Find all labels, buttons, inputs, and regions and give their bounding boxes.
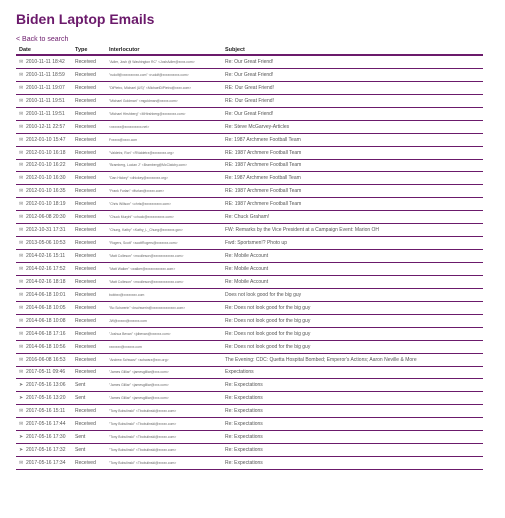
date-text: 2010-12-11 22:57 [26, 123, 66, 130]
envelope-icon: ✉ [19, 253, 24, 260]
subject-cell[interactable]: The Evening: CDC: Quetta Hospital Bombed; Emperor's Actions; Aaron Neville & More [222, 353, 483, 366]
type-cell: Received [72, 340, 106, 353]
interlocutor-cell: <xxxxxx@xxxxxxxxxx.net> [106, 120, 222, 133]
table-row[interactable] [16, 198, 483, 211]
interlocutor-cell: Fxxxxx@xxxx.com [106, 133, 222, 146]
date-cell[interactable] [16, 431, 72, 444]
subject-cell[interactable]: Fwd: Sportsmen!? Photo up [222, 237, 483, 250]
envelope-icon: ✉ [19, 201, 24, 208]
date-text: 2012-01-10 16:30 [26, 175, 66, 182]
envelope-icon: ✉ [19, 97, 24, 104]
date-cell[interactable] [16, 405, 72, 418]
table-row[interactable] [16, 288, 483, 301]
interlocutor-cell: "Chuck Murphi" <chuck@xxxxxxxxxx.com> [106, 211, 222, 224]
type-cell: Received [72, 288, 106, 301]
type-cell: Received [72, 237, 106, 250]
date-text: 2012-01-10 16:22 [26, 162, 66, 169]
date-text: 2017-05-16 17:34 [26, 460, 66, 467]
interlocutor-cell: "DiPietro, Michael (US)" <MichaelDiPietro@xxxx.com> [106, 81, 222, 94]
envelope-icon: ✉ [19, 240, 24, 247]
date-cell[interactable] [16, 133, 72, 146]
date-text: 2012-06-08 20:30 [26, 214, 66, 221]
envelope-icon: ✉ [19, 460, 24, 467]
interlocutor-cell: "Michael Goldman" <mgoldman@xxxxx.com> [106, 94, 222, 107]
interlocutor-cell: "James Gilliar" <jamesgilliar@xxx.com> [106, 366, 222, 379]
envelope-icon: ✉ [19, 214, 24, 221]
date-text: 2010-11-11 19:51 [26, 110, 65, 117]
subject-cell[interactable]: Re: Mobile Account [222, 250, 483, 263]
table-row[interactable] [16, 159, 483, 172]
interlocutor-cell: "Matt Colleson" <mcolleson@xxxxxxxxxxxx.com> [106, 250, 222, 263]
paper-plane-icon: ➤ [19, 382, 24, 389]
type-cell: Received [72, 68, 106, 81]
type-cell: Received [72, 301, 106, 314]
envelope-icon: ✉ [19, 58, 24, 65]
date-cell[interactable] [16, 314, 72, 327]
table-row[interactable] [16, 418, 483, 431]
interlocutor-cell: "Dan Hickey" <dhickey@xxxxxxxx.org> [106, 172, 222, 185]
column-header-subject: Subject [222, 45, 483, 55]
table-row[interactable] [16, 392, 483, 405]
column-header-interlocutor: Interlocutor [106, 45, 222, 55]
interlocutor-cell: "Tony Bobulinski" <Tbobulinski@xxxxx.com> [106, 405, 222, 418]
date-cell[interactable] [16, 224, 72, 237]
interlocutor-cell: "Joshua Bevan" <jdbevan@xxxxxx.com> [106, 327, 222, 340]
table-row[interactable] [16, 68, 483, 81]
table-row[interactable] [16, 353, 483, 366]
subject-cell[interactable]: Does not look good for the big guy [222, 288, 483, 301]
envelope-icon: ✉ [19, 123, 24, 130]
date-cell[interactable] [16, 211, 72, 224]
date-cell[interactable] [16, 172, 72, 185]
table-row[interactable] [16, 405, 483, 418]
subject-cell[interactable]: Re: Expectations [222, 418, 483, 431]
envelope-icon: ✉ [19, 175, 24, 182]
envelope-icon: ✉ [19, 162, 24, 169]
table-row[interactable] [16, 340, 483, 353]
date-text: 2017-05-16 13:20 [26, 395, 66, 402]
date-text: 2014-02-16 17:52 [26, 265, 66, 272]
date-text: 2017-05-16 17:32 [26, 447, 66, 454]
interlocutor-cell: "James Gilliar" <jamesgilliar@xxx.com> [106, 392, 222, 405]
subject-cell[interactable]: Re: Expectations [222, 405, 483, 418]
type-cell: Received [72, 457, 106, 470]
interlocutor-cell: "Chung, Kathy" <Kathy_L_Chung@xxxxxxx.gov> [106, 224, 222, 237]
date-cell[interactable] [16, 198, 72, 211]
table-row[interactable] [16, 94, 483, 107]
table-row[interactable] [16, 237, 483, 250]
interlocutor-cell: "Chris Willson" <chris@xxxxxxxxxx.com> [106, 198, 222, 211]
date-text: 2017-05-16 17:30 [26, 434, 66, 441]
date-cell[interactable] [16, 392, 72, 405]
interlocutor-cell: JW@xxxxx@xxxxxx.com [106, 314, 222, 327]
type-cell: Received [72, 418, 106, 431]
subject-cell[interactable]: FW: Remarks by the Vice President at a Campaign Event: Marion OH [222, 224, 483, 237]
subject-cell[interactable]: Expectations [222, 366, 483, 379]
date-cell[interactable] [16, 379, 72, 392]
date-cell[interactable] [16, 457, 72, 470]
subject-cell[interactable]: RE: 1987 Archmere Football Team [222, 198, 483, 211]
table-row[interactable] [16, 81, 483, 94]
envelope-icon: ✉ [19, 369, 24, 376]
date-cell[interactable] [16, 444, 72, 457]
envelope-icon: ✉ [19, 356, 24, 363]
type-cell: Received [72, 353, 106, 366]
date-text: 2017-05-16 13:06 [26, 382, 66, 389]
subject-cell[interactable]: Re: Our Great Friend! [222, 68, 483, 81]
date-cell[interactable] [16, 353, 72, 366]
subject-cell[interactable]: Re: Expectations [222, 444, 483, 457]
subject-cell[interactable]: RE: 1987 Archmere Football Team [222, 159, 483, 172]
subject-cell[interactable]: RE: Our Great Friend! [222, 94, 483, 107]
date-cell[interactable] [16, 288, 72, 301]
interlocutor-cell: "Valdetrz, Ron" <RValdetrz@xxxxxxxx.org> [106, 146, 222, 159]
subject-cell[interactable]: Re: Expectations [222, 379, 483, 392]
date-cell[interactable] [16, 301, 72, 314]
subject-cell[interactable]: Re: Mobile Account [222, 263, 483, 276]
subject-cell[interactable]: Re: 1987 Archmere Football Team [222, 133, 483, 146]
interlocutor-cell: "Tony Bobulinski" <Tbobulinski@xxxxx.com> [106, 457, 222, 470]
date-text: 2014-02-16 15:11 [26, 253, 66, 260]
page-title: Biden Laptop Emails [16, 11, 155, 27]
type-cell: Received [72, 133, 106, 146]
date-cell[interactable] [16, 120, 72, 133]
paper-plane-icon: ➤ [19, 447, 24, 454]
subject-cell[interactable]: Re: Chuck Graham! [222, 211, 483, 224]
envelope-icon: ✉ [19, 71, 24, 78]
date-text: 2012-01-10 16:35 [26, 188, 66, 195]
type-cell: Received [72, 146, 106, 159]
table-row[interactable] [16, 314, 483, 327]
date-text: 2012-01-10 15:47 [26, 136, 66, 143]
date-text: 2014-06-18 10:05 [26, 304, 66, 311]
table-row[interactable] [16, 185, 483, 198]
interlocutor-cell: "Adler, Josh @ Washington RC" <JoshAdler@xxxx.com> [106, 55, 222, 68]
date-cell[interactable] [16, 107, 72, 120]
date-cell[interactable] [16, 250, 72, 263]
type-cell: Received [72, 250, 106, 263]
table-row[interactable] [16, 146, 483, 159]
type-cell: Received [72, 172, 106, 185]
envelope-icon: ✉ [19, 421, 24, 428]
envelope-icon: ✉ [19, 265, 24, 272]
envelope-icon: ✉ [19, 408, 24, 415]
subject-cell[interactable]: Re: Does not look good for the big guy [222, 327, 483, 340]
type-cell: Received [72, 159, 106, 172]
date-cell[interactable] [16, 81, 72, 94]
date-text: 2014-06-18 10:08 [26, 317, 66, 324]
date-text: 2013-05-06 10:53 [26, 240, 66, 247]
envelope-icon: ✉ [19, 304, 24, 311]
interlocutor-cell: "Bramberg, Lucian J" <Bramberg@McClatchy.com> [106, 159, 222, 172]
interlocutor-cell: "Tony Bobulinski" <Tbobulinski@xxxxx.com> [106, 418, 222, 431]
envelope-icon: ✉ [19, 317, 24, 324]
type-cell: Received [72, 55, 106, 68]
type-cell: Received [72, 405, 106, 418]
type-cell: Received [72, 314, 106, 327]
date-text: 2010-11-11 19:07 [26, 84, 65, 91]
interlocutor-cell: "Rogers, Scott" <scottRogers@xxxxxxx.com> [106, 237, 222, 250]
date-cell[interactable] [16, 146, 72, 159]
date-cell[interactable] [16, 68, 72, 81]
table-row[interactable] [16, 224, 483, 237]
subject-cell[interactable]: Re: Our Great Friend! [222, 55, 483, 68]
subject-cell[interactable]: Re: Steve McGarvey-Articles [222, 120, 483, 133]
table-row[interactable] [16, 107, 483, 120]
date-text: 2012-01-10 16:18 [26, 149, 66, 156]
emails-table [16, 45, 483, 470]
subject-cell[interactable]: Re: Expectations [222, 392, 483, 405]
subject-cell[interactable]: RE: 1987 Archmere Football Team [222, 146, 483, 159]
type-cell: Sent [72, 379, 106, 392]
subject-cell[interactable]: Re: 1987 Archmere Football Team [222, 172, 483, 185]
date-cell[interactable] [16, 55, 72, 68]
table-row[interactable] [16, 444, 483, 457]
table-row[interactable] [16, 133, 483, 146]
type-cell: Sent [72, 392, 106, 405]
date-cell[interactable] [16, 327, 72, 340]
table-row[interactable] [16, 263, 483, 276]
type-cell: Received [72, 198, 106, 211]
paper-plane-icon: ➤ [19, 395, 24, 402]
subject-cell[interactable]: Re: Does not look good for the big guy [222, 314, 483, 327]
date-text: 2014-06-18 17:16 [26, 330, 66, 337]
interlocutor-cell: "rudolf@xxxxxxxxxx.com" <rudolf@xxxxxxxxxx.com> [106, 68, 222, 81]
interlocutor-cell: "Matt Walker" <walker@xxxxxxxxxxxx.com> [106, 263, 222, 276]
table-row[interactable] [16, 379, 483, 392]
type-cell: Sent [72, 431, 106, 444]
envelope-icon: ✉ [19, 343, 24, 350]
date-text: 2010-11-11 19:51 [26, 97, 65, 104]
interlocutor-cell: "Bo Schwerin" <bschwerin@xxxxxxxxxxxxxx.com> [106, 301, 222, 314]
subject-cell[interactable]: RE: Our Great Friend! [222, 81, 483, 94]
date-text: 2016-06-08 16:53 [26, 356, 66, 363]
subject-cell[interactable]: Re: Our Great Friend! [222, 107, 483, 120]
interlocutor-cell: "James Gilliar" <jamesgilliar@xxx.com> [106, 379, 222, 392]
table-row[interactable] [16, 457, 483, 470]
interlocutor-cell: xxxxxxx@xxxxxx.com [106, 340, 222, 353]
date-cell[interactable] [16, 263, 72, 276]
type-cell: Received [72, 263, 106, 276]
envelope-icon: ✉ [19, 291, 24, 298]
interlocutor-cell: bobbxx@xxxxxxxx.com [106, 288, 222, 301]
table-row[interactable] [16, 275, 483, 288]
type-cell: Received [72, 120, 106, 133]
column-header-type: Type [72, 45, 106, 55]
envelope-icon: ✉ [19, 110, 24, 117]
table-row[interactable] [16, 55, 483, 68]
date-text: 2014-06-18 10:56 [26, 343, 66, 350]
date-text: 2014-02-16 18:18 [26, 278, 66, 285]
table-row[interactable] [16, 250, 483, 263]
date-text: 2012-10-31 17:31 [26, 227, 66, 234]
interlocutor-cell: "Frank Furlan" <ffurlan@xxxxx.com> [106, 185, 222, 198]
type-cell: Received [72, 185, 106, 198]
table-row[interactable] [16, 172, 483, 185]
table-row[interactable] [16, 301, 483, 314]
envelope-icon: ✉ [19, 136, 24, 143]
interlocutor-cell: "Tony Bobulinski" <Tbobulinski@xxxxx.com> [106, 444, 222, 457]
date-text: 2010-11-11 18:42 [26, 58, 65, 65]
subject-cell[interactable]: RE: 1987 Archmere Football Team [222, 185, 483, 198]
envelope-icon: ✉ [19, 330, 24, 337]
paper-plane-icon: ➤ [19, 434, 24, 441]
date-cell[interactable] [16, 366, 72, 379]
date-cell[interactable] [16, 275, 72, 288]
column-header-date: Date [16, 45, 72, 55]
back-to-search-link[interactable]: < Back to search [16, 36, 69, 43]
date-text: 2017-05-16 15:11 [26, 408, 66, 415]
subject-cell[interactable]: Re: Mobile Account [222, 275, 483, 288]
type-cell: Received [72, 224, 106, 237]
date-text: 2017-05-11 09:46 [26, 369, 66, 376]
type-cell: Received [72, 107, 106, 120]
type-cell: Received [72, 94, 106, 107]
date-text: 2017-05-16 17:44 [26, 421, 66, 428]
table-row[interactable] [16, 431, 483, 444]
subject-cell[interactable]: Re: Expectations [222, 457, 483, 470]
type-cell: Received [72, 275, 106, 288]
interlocutor-cell: "Andrew Schwarz" <schwarz@xxx.org> [106, 353, 222, 366]
type-cell: Sent [72, 444, 106, 457]
type-cell: Received [72, 366, 106, 379]
emails-table-body [16, 55, 483, 470]
interlocutor-cell: "Matt Colleson" <mcolleson@xxxxxxxxxxxx.com> [106, 275, 222, 288]
subject-cell[interactable]: Re: Expectations [222, 431, 483, 444]
envelope-icon: ✉ [19, 149, 24, 156]
date-cell[interactable] [16, 159, 72, 172]
date-cell[interactable] [16, 185, 72, 198]
date-cell[interactable] [16, 340, 72, 353]
type-cell: Received [72, 327, 106, 340]
date-text: 2014-06-18 10:01 [26, 291, 66, 298]
envelope-icon: ✉ [19, 278, 24, 285]
type-cell: Received [72, 211, 106, 224]
envelope-icon: ✉ [19, 84, 24, 91]
date-text: 2012-01-10 18:19 [26, 201, 66, 208]
table-row[interactable] [16, 327, 483, 340]
interlocutor-cell: "Tony Bobulinski" <Tbobulinski@xxxxx.com> [106, 431, 222, 444]
table-row[interactable] [16, 211, 483, 224]
table-row[interactable] [16, 366, 483, 379]
date-cell[interactable] [16, 418, 72, 431]
envelope-icon: ✉ [19, 188, 24, 195]
subject-cell[interactable]: Re: Does not look good for the big guy [222, 340, 483, 353]
table-row[interactable] [16, 120, 483, 133]
date-cell[interactable] [16, 237, 72, 250]
date-cell[interactable] [16, 94, 72, 107]
date-text: 2010-11-11 18:59 [26, 71, 65, 78]
subject-cell[interactable]: Re: Does not look good for the big guy [222, 301, 483, 314]
envelope-icon: ✉ [19, 227, 24, 234]
table-header-row [16, 45, 483, 55]
interlocutor-cell: "Michael Hirshberg" <MHirshberg@xxxxxxxx.com> [106, 107, 222, 120]
type-cell: Received [72, 81, 106, 94]
